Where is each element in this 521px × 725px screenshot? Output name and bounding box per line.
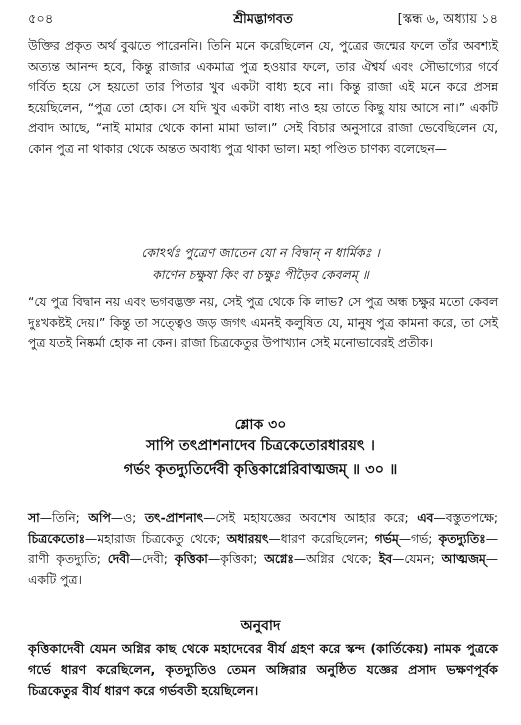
ww-meaning: —দেবী; <box>129 552 175 566</box>
ww-meaning: —বস্তুতপক্ষে; <box>433 511 498 525</box>
ww-meaning: —কৃত্তিকা; <box>207 552 265 566</box>
ww-meaning: —গর্ভ; <box>398 531 439 546</box>
ww-meaning: —সেই মহাযজ্ঞের অবশেষ আহার করে; <box>203 511 418 525</box>
ww-meaning: —ও; <box>110 511 145 525</box>
quote-line-1: কোঽর্থঃ পুত্রেণ জাতেন যো ন বিদ্বান্ ন ধার্মিকঃ । <box>141 245 380 260</box>
ww-term: কৃত্তিকা <box>174 552 208 566</box>
ww-term: অগ্নেঃ <box>264 552 294 566</box>
ww-term: দেবী <box>107 552 130 566</box>
ww-term: এব <box>417 511 434 525</box>
ww-meaning: —যেমন; <box>392 552 442 566</box>
sloka-line-2: গর্ভং কৃতদ্যুতির্দেবী কৃত্তিকাগ্নেরিবাত্মজম্ ॥ ৩০ ॥ <box>123 462 398 478</box>
ww-meaning: —তিনি; <box>39 511 89 525</box>
quote-line-2: কাণেন চক্ষুষা কিং বা চক্ষুঃ পীড়ৈব কেবলম্ ॥ <box>152 267 369 282</box>
ww-meaning: —অগ্নির থেকে; <box>293 552 379 566</box>
page-number: ৫০৪ <box>28 12 54 27</box>
ww-meaning: —একটি পুত্র। <box>28 552 498 587</box>
purport-paragraph-1: উক্তির প্রকৃত অর্থ বুঝতে পারেননি। তিনি মনে করেছিলেন যে, পুত্রের জন্মের ফলে তাঁর অবশ্যই অত্যন্ত আনন্দ হবে, কিন্তু রাজার একমাত্র পুত্র হওয়ার ফলে, তার ঐশ্বর্য এবং সৌভাগ্যের গর্বে গর্বিত হয়ে সে হয়তো তার পিতার খুব একটা বাধ্য হবে না। কিন্তু রাজা এই মনে করে প্রসন্ন হয়েছিলেন, “পুত্র তো হোক। সে যদি খুব একটা বাধ্য নাও হয় তাতে কিছু যায় আসে না।” একটি প্রবাদ আছে, “নাই মামার থেকে কানা মামা ভাল।” সেই বিচার অনুসারে রাজা ভেবেছিলেন যে, কোন পুত্র না থাকার থেকে অন্তত অবাধ্য পুত্র থাকা ভাল। মহা পণ্ডিত চাণক্য বলেছেন— <box>28 39 498 156</box>
ww-term: অপি <box>88 511 111 525</box>
translation-heading: অনুবাদ <box>240 618 281 634</box>
ww-term: তৎ-প্রাশনাৎ <box>144 511 204 525</box>
book-title: শ্রীমদ্ভাগবত <box>233 12 293 27</box>
ww-term: গর্ভম্ <box>374 531 399 546</box>
ww-term: অধারয়ৎ <box>226 531 269 546</box>
translation-text: কৃত্তিকাদেবী যেমন অগ্নির কাছ থেকে মহাদেবের বীর্য গ্রহণ করে স্কন্দ (কার্তিকেয়) নামক পুত্রকে গর্ভে ধারণ করেছিলেন, কৃতদ্যুতিও তেমন অঙ্গিরার অনুষ্ঠিত যজ্ঞের প্রসাদ ভক্ষণপূর্বক চিত্রকেতুর বীর্য ধারণ করে গর্ভবতী হয়েছিলেন। <box>28 641 498 698</box>
ww-term: সা <box>28 511 40 525</box>
word-for-word <box>28 508 498 590</box>
page-header <box>28 8 498 30</box>
ww-meaning: —মহারাজ চিত্রকেতু থেকে; <box>85 531 227 546</box>
purport-paragraph-2: “যে পুত্র বিদ্বান নয় এবং ভগবদ্ভক্ত নয়, সেই পুত্র থেকে কি লাভ? সে পুত্র অন্ধ চক্ষুর মতো কেবল দুঃখকষ্টই দেয়।” কিন্তু তা সত্ত্বেও জড় জগৎ এমনই কলুষিত যে, মানুষ পুত্র কামনা করে, তা সেই পুত্র যতই নিষ্কর্মা হোক না কেন। রাজা চিত্রকেতুর উপাখ্যান সেই মনোভাবেরই প্রতীক। <box>28 295 498 350</box>
ww-meaning: —রাণী কৃতদ্যুতি; <box>28 531 499 566</box>
ww-term: আত্মজম্ <box>441 552 486 566</box>
ww-term: চিত্রকেতোঃ <box>28 531 86 546</box>
chapter-reference: [স্কন্ধ ৬, অধ্যায় ১৪ <box>397 12 498 27</box>
ww-term: কৃতদ্যুতিঃ <box>438 531 486 546</box>
ww-term: ইব <box>378 552 393 566</box>
sloka-heading: শ্লোক ৩০ <box>234 417 287 433</box>
ww-meaning: —ধারণ করেছিলেন; <box>268 531 375 546</box>
sloka-line-1: সাপি তৎপ্রাশনাদেব চিত্রকেতোরধারয়ৎ । <box>146 438 375 454</box>
